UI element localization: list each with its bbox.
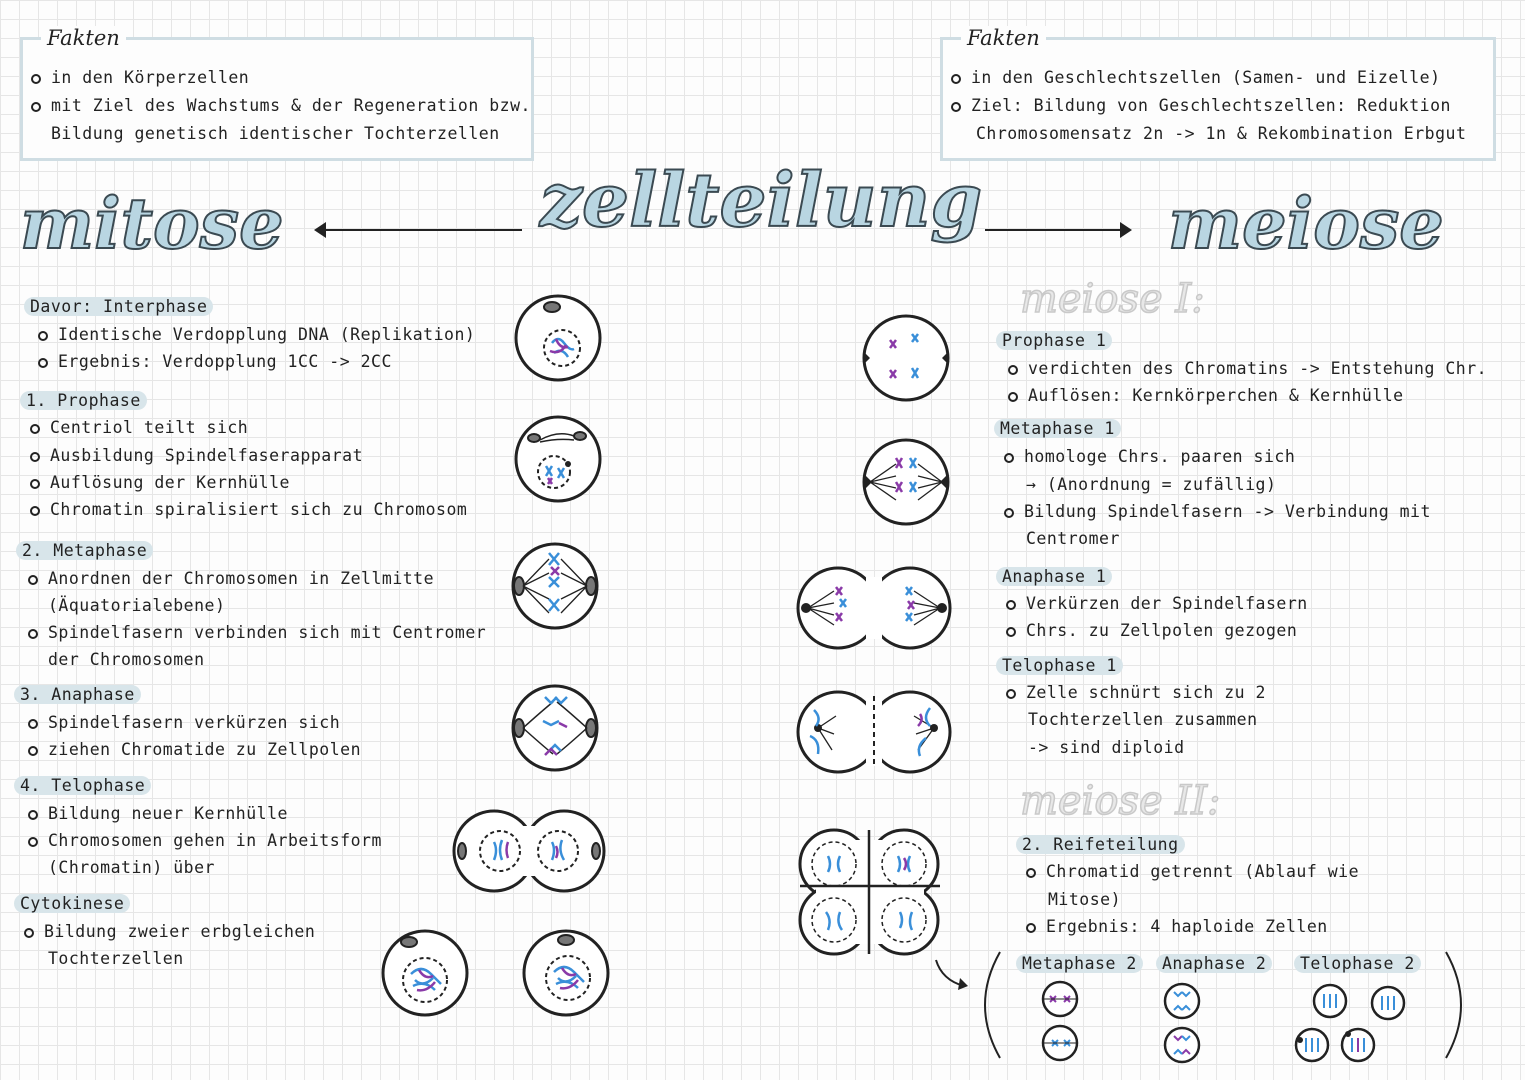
list-item: Ergebnis: Verdopplung 1CC -> 2CC [38,352,392,371]
list-item: Tochterzellen zusammen [1028,710,1258,729]
mitose-facts-title: Fakten [41,26,126,50]
mitose-heading: mitose [20,182,284,265]
list-item: Bildung zweier erbgleichen [24,922,315,941]
meiose1-heading: meiose I: [1020,276,1205,322]
arrow-left-head [314,222,326,238]
anaphase1-label: Anaphase 1 [996,567,1112,586]
list-item: Verkürzen der Spindelfasern [1006,594,1308,613]
metaphase2-cells-drawing [1038,980,1082,1064]
metaphase1-label: Metaphase 1 [994,419,1121,438]
bracket-right [1442,948,1466,1062]
cytokinese-cell-1-drawing [379,926,471,1020]
page-title: zellteilung [540,158,983,244]
list-item: Centriol teilt sich [30,418,248,437]
list-item: Chromosomen gehen in Arbeitsform [28,831,382,850]
interphase-cell-drawing [512,293,604,383]
anaphase2-label: Anaphase 2 [1156,954,1272,973]
meiose-fact-2: Ziel: Bildung von Geschlechtszellen: Reduktion [951,96,1451,115]
list-item: -> sind diploid [1028,738,1185,757]
list-item: Spindelfasern verkürzen sich [28,713,340,732]
anaphase1-cell-drawing [796,563,954,653]
metaphase-label: 2. Metaphase [16,541,153,560]
prophase1-cell-drawing [860,312,952,404]
cytokinese-label: Cytokinese [14,894,130,913]
telophase2-label: Telophase 2 [1294,954,1421,973]
telophase2-cells-drawing [1292,982,1416,1066]
list-item: Auflösen: Kernkörperchen & Kernhülle [1008,386,1404,405]
metaphase1-cell-drawing [860,436,952,528]
reifeteilung-label: 2. Reifeteilung [1016,835,1185,854]
meiose-fact-3: Chromosomensatz 2n -> 1n & Rekombination Erbgut [976,124,1467,143]
metaphase-cell-drawing [509,541,601,631]
list-item: Chrs. zu Zellpolen gezogen [1006,621,1297,640]
list-item: der Chromosomen [48,650,205,669]
meiose-facts-title: Fakten [961,26,1046,50]
metaphase2-label: Metaphase 2 [1016,954,1143,973]
arrow-left [320,229,522,231]
arrow-right-head [1120,222,1132,238]
meiose-heading: meiose [1168,182,1444,265]
list-item: Ausbildung Spindelfaserapparat [30,446,363,465]
list-item: Identische Verdopplung DNA (Replikation) [38,325,475,344]
list-item: ziehen Chromatide zu Zellpolen [28,740,361,759]
list-item: Auflösung der Kernhülle [30,473,290,492]
list-item: Mitose) [1048,890,1122,909]
list-item: Tochterzellen [48,949,184,968]
cytokinese-cell-2-drawing [520,926,612,1020]
list-item: Chromatin spiralisiert sich zu Chromosom [30,500,467,519]
prophase-label: 1. Prophase [20,391,147,410]
list-item: Centromer [1026,529,1120,548]
meiose2-heading: meiose II: [1020,778,1221,824]
telophase-label: 4. Telophase [14,776,151,795]
mitose-fact-1: in den Körperzellen [31,68,249,87]
list-item: (Äquatorialebene) [48,596,226,615]
list-item: Ergebnis: 4 haploide Zellen [1026,917,1328,936]
arrow-right [985,229,1123,231]
list-item: verdichten des Chromatins -> Entstehung Chr. [1008,359,1487,378]
meiose-facts-box [940,26,1496,161]
interphase-label: Davor: Interphase [24,297,213,316]
mitose-facts-box [20,26,534,161]
list-item: → (Anordnung = zufällig) [1026,475,1277,494]
list-item: Chromatid getrennt (Ablauf wie [1026,862,1359,881]
anaphase2-cells-drawing [1160,982,1204,1066]
prophase1-label: Prophase 1 [996,331,1112,350]
mitose-fact-2: mit Ziel des Wachstums & der Regeneration bzw. [31,96,531,115]
prophase-cell-drawing [512,414,604,504]
telophase-cell-drawing [452,806,608,896]
list-item: (Chromatin) über [48,858,215,877]
bracket-left [980,948,1004,1062]
anaphase-label: 3. Anaphase [14,685,141,704]
anaphase-cell-drawing [509,683,601,773]
arrow-down-right-icon [932,956,972,992]
mitose-fact-3: Bildung genetisch identischer Tochterzellen [51,124,500,143]
telophase1-cell-drawing [796,686,954,778]
list-item: homologe Chrs. paaren sich [1004,447,1295,466]
meiose-fact-1: in den Geschlechtszellen (Samen- und Eizelle) [951,68,1441,87]
list-item: Spindelfasern verbinden sich mit Centromer [28,623,486,642]
list-item: Bildung neuer Kernhülle [28,804,288,823]
meiose2-cells-drawing [796,828,944,956]
list-item: Anordnen der Chromosomen in Zellmitte [28,569,434,588]
list-item: Bildung Spindelfasern -> Verbindung mit [1004,502,1431,521]
list-item: Zelle schnürt sich zu 2 [1006,683,1266,702]
telophase1-label: Telophase 1 [996,656,1123,675]
